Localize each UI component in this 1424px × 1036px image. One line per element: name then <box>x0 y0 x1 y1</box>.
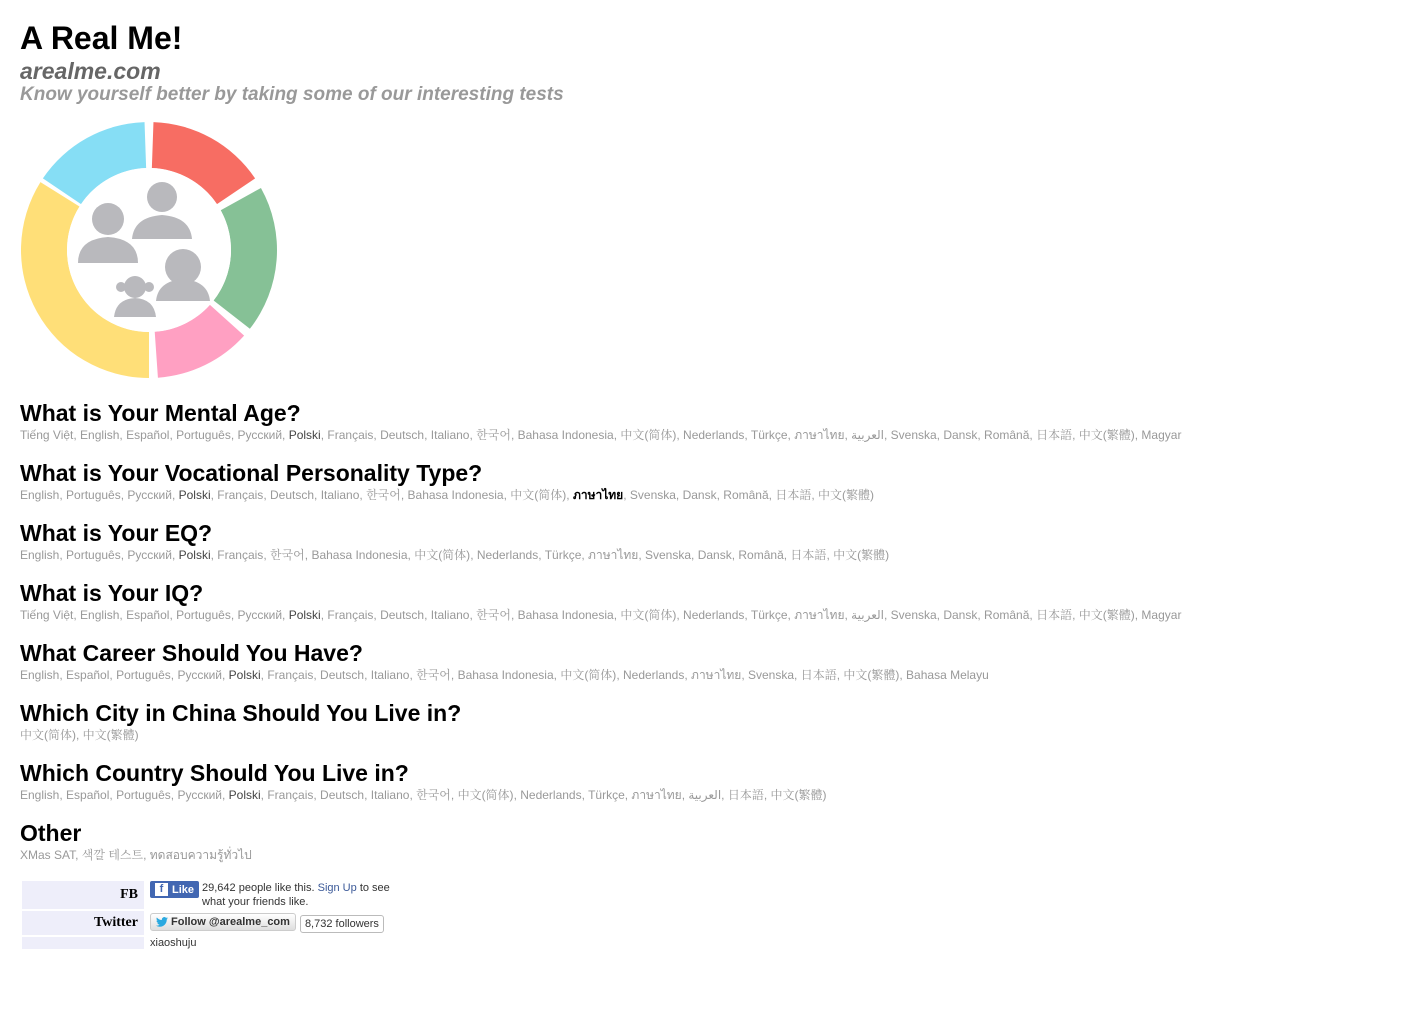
separator: , <box>230 608 238 622</box>
language-link[interactable]: Bahasa Melayu <box>906 668 989 682</box>
test-item <box>20 639 1404 683</box>
separator: , <box>359 488 367 502</box>
separator: , <box>221 788 229 802</box>
other-value: xiaoshuju <box>150 937 197 949</box>
separator: , <box>59 488 67 502</box>
separator: , <box>424 608 431 622</box>
language-link[interactable]: Magyar <box>1141 608 1182 622</box>
social-row-fb <box>22 881 394 909</box>
test-title <box>20 759 1404 787</box>
language-link[interactable]: العربية <box>851 428 884 442</box>
other-label <box>22 937 144 949</box>
separator: , <box>768 488 776 502</box>
separator: , <box>75 848 82 862</box>
language-link[interactable]: 한국어 <box>416 788 451 802</box>
language-link[interactable]: 中文(简体) <box>414 548 471 562</box>
fb-signup-suffix: to see <box>359 882 390 894</box>
separator: , <box>373 428 381 442</box>
language-link[interactable]: Deutsch <box>269 488 315 502</box>
language-link[interactable]: Português <box>116 788 171 802</box>
test-title <box>20 579 1404 607</box>
language-link[interactable]: Italiano <box>370 788 410 802</box>
language-link[interactable]: Français <box>267 668 314 682</box>
test-title-link[interactable]: What Career Should You Have? <box>20 640 363 666</box>
separator: , <box>424 428 431 442</box>
separator: , <box>364 788 371 802</box>
facebook-icon: f <box>155 883 168 896</box>
separator: , <box>169 608 177 622</box>
separator: , <box>763 788 771 802</box>
language-link[interactable]: Bahasa Indonesia <box>517 608 614 622</box>
separator: , <box>313 668 321 682</box>
language-link[interactable]: Polski <box>228 788 261 802</box>
language-link[interactable]: Français <box>267 788 314 802</box>
language-link[interactable]: Nederlands <box>622 668 685 682</box>
language-link[interactable]: English <box>20 788 60 802</box>
language-link[interactable]: Italiano <box>320 488 360 502</box>
language-link[interactable]: ทดสอบความรู้ทั่วไป <box>149 848 252 862</box>
separator: , <box>510 428 518 442</box>
language-link[interactable]: العربية <box>688 788 722 802</box>
language-link[interactable]: 한국어 <box>476 608 511 622</box>
language-link[interactable]: Nederlands <box>683 428 745 442</box>
separator: , <box>787 428 795 442</box>
test-item <box>20 819 1404 863</box>
separator: , <box>676 428 684 442</box>
language-link[interactable]: Bahasa Indonesia <box>457 668 554 682</box>
language-list <box>20 487 1404 503</box>
language-link[interactable]: Português <box>116 668 171 682</box>
language-link[interactable]: Bahasa Indonesia <box>311 548 408 562</box>
language-link[interactable]: 中文(简体) <box>510 488 567 502</box>
language-link[interactable]: Français <box>327 608 374 622</box>
separator: , <box>304 548 312 562</box>
language-link[interactable]: Svenska <box>645 548 692 562</box>
language-link[interactable]: 中文(简体) <box>20 728 76 742</box>
separator: , <box>553 668 561 682</box>
separator: , <box>513 788 521 802</box>
test-title-link[interactable]: Other <box>20 820 82 846</box>
separator: , <box>120 548 128 562</box>
twitter-follow-label: Follow @arealme_com <box>171 916 290 928</box>
language-link[interactable]: 日本語 <box>1036 428 1073 442</box>
language-link[interactable]: Dansk <box>697 548 732 562</box>
separator: , <box>977 608 985 622</box>
separator: , <box>538 548 545 562</box>
twitter-followers-count[interactable]: 8,732 followers <box>300 915 384 933</box>
language-link[interactable]: 中文(繁體) <box>1078 608 1135 622</box>
separator: , <box>676 608 684 622</box>
language-link[interactable]: 中文(简体) <box>457 788 514 802</box>
separator: , <box>977 428 985 442</box>
separator: , <box>59 668 67 682</box>
separator: , <box>721 788 728 802</box>
language-link[interactable]: Polski <box>288 608 321 622</box>
separator: , <box>623 488 630 502</box>
separator: , <box>143 848 150 862</box>
language-link[interactable]: Tiếng Việt <box>20 608 74 622</box>
social-row-twitter <box>22 911 394 935</box>
separator: , <box>566 488 573 502</box>
language-link[interactable]: 日本語 <box>800 668 837 682</box>
language-link[interactable]: 中文(繁體) <box>1078 428 1135 442</box>
language-list <box>20 427 1404 443</box>
fb-like-label: Like <box>172 883 195 896</box>
twitter-label: Twitter <box>22 911 144 935</box>
language-link[interactable]: Русский <box>127 548 172 562</box>
test-title <box>20 819 1404 847</box>
language-link[interactable]: 日本語 <box>775 488 812 502</box>
separator: , <box>210 488 218 502</box>
language-link[interactable]: Русский <box>237 608 283 622</box>
language-link[interactable]: Français <box>217 488 264 502</box>
separator: , <box>503 488 511 502</box>
language-link[interactable]: Svenska <box>747 668 795 682</box>
language-link[interactable]: Dansk <box>943 428 978 442</box>
separator: , <box>221 668 229 682</box>
separator: , <box>811 488 818 502</box>
language-link[interactable]: Nederlands <box>520 788 582 802</box>
page <box>20 18 1404 951</box>
fb-signup-link[interactable]: Sign Up <box>317 882 357 894</box>
language-link[interactable]: Italiano <box>370 668 410 682</box>
language-link[interactable]: English <box>20 488 60 502</box>
separator: , <box>836 668 844 682</box>
language-link[interactable]: Español <box>126 428 170 442</box>
fb-like-line2: what your friends like. <box>202 896 309 908</box>
language-link[interactable]: Polski <box>288 428 321 442</box>
language-link[interactable]: العربية <box>851 608 884 622</box>
separator: , <box>883 608 891 622</box>
language-link[interactable]: ภาษาไทย <box>588 548 639 562</box>
language-link[interactable]: Polski <box>178 548 211 562</box>
language-link[interactable]: Türkçe <box>750 428 788 442</box>
separator: , <box>638 548 645 562</box>
test-item <box>20 399 1404 443</box>
separator: , <box>1134 428 1142 442</box>
test-item <box>20 519 1404 563</box>
site-title[interactable]: A Real Me! <box>20 20 183 56</box>
language-link[interactable]: Português <box>66 488 121 502</box>
site-tagline: Know yourself better by taking some of our interesting tests <box>20 84 564 105</box>
language-link[interactable]: Nederlands <box>476 548 539 562</box>
fb-like-text <box>202 881 390 909</box>
separator: , <box>787 608 795 622</box>
language-link[interactable]: Español <box>66 788 110 802</box>
separator: , <box>844 428 852 442</box>
language-link[interactable]: Deutsch <box>320 668 365 682</box>
separator: , <box>624 788 632 802</box>
separator: , <box>1134 608 1142 622</box>
test-title <box>20 399 1404 427</box>
language-link[interactable]: Français <box>217 548 264 562</box>
language-link[interactable]: Nederlands <box>683 608 745 622</box>
separator: , <box>1029 428 1037 442</box>
test-list <box>20 399 1404 863</box>
social-row-other <box>22 937 394 949</box>
separator: , <box>844 608 852 622</box>
separator: , <box>1072 608 1079 622</box>
language-link[interactable]: English <box>20 668 60 682</box>
separator: , <box>407 548 415 562</box>
twitter-widget <box>146 911 394 935</box>
language-link[interactable]: Español <box>66 668 110 682</box>
language-link[interactable]: 中文(繁體) <box>833 548 890 562</box>
language-link[interactable]: 中文(简体) <box>620 428 677 442</box>
language-link[interactable]: ภาษาไทย <box>794 608 845 622</box>
separator: , <box>510 608 518 622</box>
language-link[interactable]: Română <box>984 428 1030 442</box>
language-link[interactable]: 日本語 <box>790 548 827 562</box>
fb-like-button[interactable] <box>150 881 199 898</box>
language-link[interactable]: Español <box>126 608 170 622</box>
language-link[interactable]: Polski <box>178 488 211 502</box>
twitter-bird-icon <box>156 917 168 927</box>
language-link[interactable]: Dansk <box>682 488 717 502</box>
separator: , <box>744 428 751 442</box>
language-link[interactable]: Português <box>176 428 231 442</box>
test-item <box>20 459 1404 503</box>
language-list <box>20 607 1404 623</box>
language-link[interactable]: 中文(简体) <box>620 608 677 622</box>
language-link[interactable]: Русский <box>237 428 283 442</box>
language-link[interactable]: ภาษาไทย <box>572 488 624 502</box>
separator: , <box>450 668 458 682</box>
language-link[interactable]: 한국어 <box>416 668 451 682</box>
separator: , <box>681 788 689 802</box>
twitter-follow-button[interactable] <box>150 913 296 931</box>
language-link[interactable]: Svenska <box>890 608 937 622</box>
separator: , <box>675 488 683 502</box>
language-link[interactable]: 中文(简体) <box>560 668 617 682</box>
separator: , <box>230 428 238 442</box>
separator: , <box>119 608 127 622</box>
language-link[interactable]: Română <box>738 548 784 562</box>
separator: , <box>120 488 128 502</box>
language-link[interactable]: ภาษาไทย <box>691 668 742 682</box>
separator: , <box>581 548 589 562</box>
test-title-link[interactable]: Which City in China Should You Live in? <box>20 700 462 726</box>
separator: , <box>76 728 83 742</box>
language-link[interactable]: Română <box>723 488 769 502</box>
site-domain[interactable]: arealme.com <box>20 58 161 84</box>
test-item <box>20 579 1404 623</box>
language-link[interactable]: 中文(繁體) <box>818 488 874 502</box>
separator: , <box>741 668 748 682</box>
separator: , <box>109 788 117 802</box>
separator: , <box>613 608 621 622</box>
separator: , <box>616 668 623 682</box>
test-title <box>20 699 1404 727</box>
separator: , <box>684 668 692 682</box>
separator: , <box>469 608 477 622</box>
language-link[interactable]: Türkçe <box>544 548 582 562</box>
language-link[interactable]: Français <box>327 428 374 442</box>
separator: , <box>783 548 791 562</box>
separator: , <box>744 608 751 622</box>
separator: , <box>314 488 321 502</box>
separator: , <box>409 668 417 682</box>
language-list <box>20 787 1404 803</box>
fb-widget <box>146 881 394 909</box>
separator: , <box>260 668 268 682</box>
language-link[interactable]: Magyar <box>1141 428 1182 442</box>
language-link[interactable]: Svenska <box>890 428 937 442</box>
test-title <box>20 639 1404 667</box>
separator: , <box>1029 608 1037 622</box>
separator: , <box>263 548 270 562</box>
separator: , <box>282 608 289 622</box>
separator: , <box>373 608 381 622</box>
separator: , <box>400 488 408 502</box>
language-link[interactable]: ภาษาไทย <box>794 428 845 442</box>
site-logo[interactable] <box>20 121 278 379</box>
separator: , <box>883 428 891 442</box>
separator: , <box>716 488 724 502</box>
separator: , <box>320 608 328 622</box>
test-title-link[interactable]: What is Your IQ? <box>20 580 204 606</box>
test-title <box>20 519 1404 547</box>
language-link[interactable]: XMas SAT <box>20 848 76 862</box>
separator: , <box>364 668 371 682</box>
language-list <box>20 847 1404 863</box>
test-title-link[interactable]: What is Your Vocational Personality Type? <box>20 460 483 486</box>
language-link[interactable]: English <box>20 548 60 562</box>
separator: , <box>170 668 178 682</box>
language-list <box>20 727 1404 743</box>
language-link[interactable]: Deutsch <box>380 428 425 442</box>
separator: , <box>936 608 944 622</box>
language-link[interactable]: 색깔 테스트 <box>81 848 144 862</box>
separator: , <box>171 548 179 562</box>
test-item <box>20 759 1404 803</box>
separator: , <box>59 548 67 562</box>
separator: , <box>794 668 801 682</box>
separator: , <box>73 428 81 442</box>
language-link[interactable]: Português <box>66 548 121 562</box>
separator: , <box>826 548 834 562</box>
fb-label: FB <box>22 881 144 909</box>
test-title-link[interactable]: Which Country Should You Live in? <box>20 760 409 786</box>
separator: , <box>313 788 321 802</box>
language-link[interactable]: Svenska <box>629 488 676 502</box>
language-link[interactable]: Română <box>984 608 1030 622</box>
language-link[interactable]: Polski <box>228 668 261 682</box>
language-link[interactable]: Tiếng Việt <box>20 428 74 442</box>
language-list <box>20 547 1404 563</box>
language-link[interactable]: Türkçe <box>588 788 625 802</box>
test-title-link[interactable]: What is Your Mental Age? <box>20 400 301 426</box>
separator: , <box>691 548 698 562</box>
language-link[interactable]: English <box>80 428 120 442</box>
language-list <box>20 667 1404 683</box>
fb-like-count: 29,642 people like this. <box>202 882 315 894</box>
test-title <box>20 459 1404 487</box>
social-table <box>20 879 396 951</box>
language-link[interactable]: 中文(繁體) <box>843 668 900 682</box>
separator: , <box>731 548 739 562</box>
separator: , <box>282 428 289 442</box>
separator: , <box>109 668 117 682</box>
language-link[interactable]: 日本語 <box>727 788 764 802</box>
separator: , <box>409 788 417 802</box>
test-item <box>20 699 1404 743</box>
language-link[interactable]: Italiano <box>430 608 470 622</box>
separator: , <box>263 488 270 502</box>
language-link[interactable]: English <box>80 608 120 622</box>
language-link[interactable]: Русский <box>177 668 222 682</box>
separator: , <box>320 428 328 442</box>
language-link[interactable]: Deutsch <box>380 608 425 622</box>
language-link[interactable]: 한국어 <box>269 548 305 562</box>
test-title-link[interactable]: What is Your EQ? <box>20 520 213 546</box>
separator: , <box>1072 428 1079 442</box>
separator: , <box>119 428 127 442</box>
language-link[interactable]: Русский <box>127 488 172 502</box>
separator: , <box>73 608 81 622</box>
separator: , <box>59 788 67 802</box>
language-link[interactable]: Bahasa Indonesia <box>407 488 504 502</box>
separator: , <box>170 788 178 802</box>
separator: , <box>210 548 218 562</box>
separator: , <box>899 668 907 682</box>
language-link[interactable]: Italiano <box>430 428 470 442</box>
language-link[interactable]: 中文(繁體) <box>770 788 827 802</box>
language-link[interactable]: Deutsch <box>320 788 365 802</box>
language-link[interactable]: 한국어 <box>366 488 401 502</box>
separator: , <box>936 428 944 442</box>
language-link[interactable]: Dansk <box>943 608 978 622</box>
language-link[interactable]: Português <box>176 608 231 622</box>
language-link[interactable]: Türkçe <box>750 608 788 622</box>
separator: , <box>450 788 458 802</box>
language-link[interactable]: ภาษาไทย <box>631 788 682 802</box>
separator: , <box>613 428 621 442</box>
language-link[interactable]: Русский <box>177 788 222 802</box>
language-link[interactable]: Bahasa Indonesia <box>517 428 614 442</box>
separator: , <box>169 428 177 442</box>
separator: , <box>260 788 268 802</box>
language-link[interactable]: 中文(繁體) <box>82 728 139 742</box>
separator: , <box>469 428 477 442</box>
separator: , <box>470 548 477 562</box>
separator: , <box>581 788 589 802</box>
separator: , <box>171 488 179 502</box>
language-link[interactable]: 한국어 <box>476 428 511 442</box>
language-link[interactable]: 日本語 <box>1036 608 1073 622</box>
